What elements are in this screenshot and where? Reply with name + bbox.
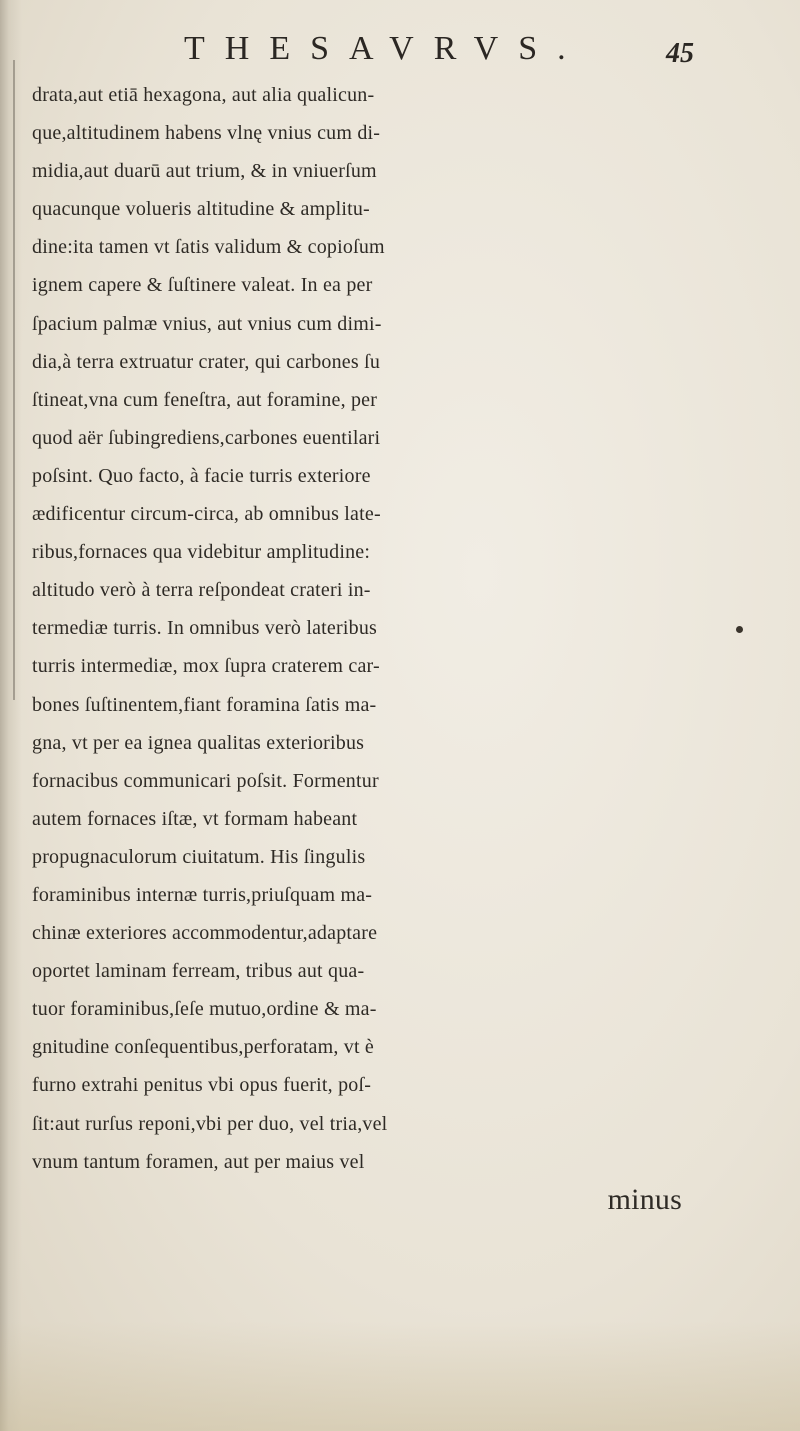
text-line: midia,aut duarū aut trium, & in vniuerſum (32, 160, 377, 183)
text-line: ſtineat,vna cum feneſtra, aut foramine, per (32, 388, 378, 411)
text-line: quod aër ſubingrediens,carbones euentilari (32, 426, 381, 449)
catchword: minus (607, 1182, 682, 1216)
text-line: gnitudine conſequentibus,perforatam, vt è (32, 1036, 374, 1059)
text-line: que,altitudinem habens vlnę vnius cum di- (32, 122, 381, 145)
text-line: oportet laminam ferream, tribus aut qua- (32, 960, 365, 983)
text-line: quacunque volueris altitudine & amplitu- (32, 198, 370, 221)
text-line: bones ſuſtinentem,fiant foramina ſatis ma- (32, 693, 377, 716)
text-line: furno extrahi penitus vbi opus fuerit, poſ- (32, 1074, 372, 1097)
text-line: termediæ turris. In omnibus verò lateribus (32, 617, 378, 640)
text-line: dine:ita tamen vt ſatis validum & copioſum (32, 236, 385, 259)
body-text (32, 76, 792, 1219)
text-line: vnum tantum foramen, aut per maius vel (32, 1150, 365, 1173)
text-line: ſpacium palmæ vnius, aut vnius cum dimi- (32, 312, 382, 335)
text-line: ribus,fornaces qua videbitur amplitudine: (32, 541, 371, 564)
text-line: turris intermediæ, mox ſupra craterem car- (32, 655, 380, 678)
page-header (0, 30, 800, 80)
text-line: tuor foraminibus,ſeſe mutuo,ordine & ma- (32, 998, 377, 1021)
text-line: chinæ exteriores accommodentur,adaptare (32, 922, 378, 945)
text-line: foraminibus internæ turris,priuſquam ma- (32, 883, 373, 906)
page-number: 45 (666, 38, 694, 69)
paper-stain (0, 1321, 800, 1431)
binding-gutter-shadow (0, 0, 22, 1431)
text-line: autem fornaces iſtæ, vt formam habeant (32, 807, 358, 830)
text-line: drata,aut etiā hexagona, aut alia qualicun- (32, 84, 375, 106)
margin-ink-dot (736, 626, 743, 633)
text-line: propugnaculorum ciuitatum. His ſingulis (32, 845, 366, 868)
binding-edge-line (13, 60, 15, 700)
text-line: fornacibus communicari poſsit. Formentur (32, 769, 379, 792)
text-line: ædificentur circum-circa, ab omnibus late- (32, 503, 381, 526)
text-line: ſit:aut rurſus reponi,vbi per duo, vel tria,vel (32, 1112, 388, 1135)
running-title: THESAVRVS. (184, 30, 586, 67)
text-line: altitudo verò à terra reſpondeat crateri in- (32, 579, 371, 602)
text-line: poſsint. Quo facto, à facie turris exteriore (32, 464, 371, 487)
text-line: dia,à terra extruatur crater, qui carbones ſu (32, 350, 381, 373)
text-line: gna, vt per ea ignea qualitas exterioribus (32, 731, 365, 754)
text-line: ignem capere & ſuſtinere valeat. In ea per (32, 274, 373, 297)
